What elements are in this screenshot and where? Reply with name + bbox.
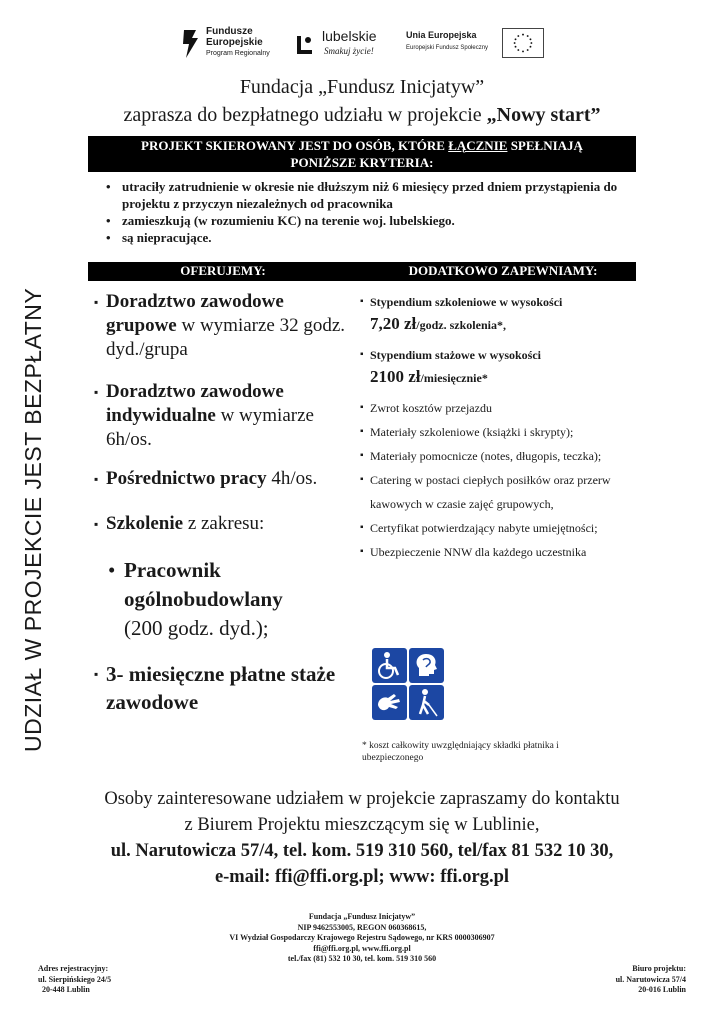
registration-address-city: 20-448 Lublin (42, 985, 90, 994)
lubelskie-mark-icon (292, 34, 316, 58)
lubelskie-slogan: Smakuj życie! (324, 46, 374, 56)
page-title: Fundacja „Fundusz Inicjatyw” (239, 76, 485, 98)
extra-item-internship-stipend: ▪ Stypendium stażowe w wysokości 2100 zł/miesięcznie* (360, 343, 660, 390)
logo-bar (180, 24, 550, 64)
footer-nip-regon: NIP 9462553005, REGON 060368615, (297, 922, 427, 932)
fe-line3: Program Regionalny (206, 50, 270, 57)
list-item: • utraciły zatrudnienie w okresie nie dłuższym niż 6 miesięcy przed dniem przystąpienia do projektu z przyczyn niezależnych od pracownika (104, 178, 624, 212)
project-name: „Nowy start” (486, 104, 601, 126)
subtitle-text: zaprasza do bezpłatnego udziału w projekcie (123, 104, 487, 126)
criteria-header-bar (88, 136, 636, 172)
page-subtitle (0, 104, 724, 127)
fe-line1: Fundusze (206, 26, 253, 37)
cost-footnote: * koszt całkowity uwzględniający składki płatnika i ubezpieczonego (362, 741, 559, 763)
lubelskie-name: lubelskie (322, 28, 377, 44)
registration-address-street: ul. Sierpińskiego 24/5 (38, 974, 112, 984)
project-office-city: 20-016 Lublin (638, 985, 686, 994)
footer-phone: tel./fax (81) 532 10 30, tel. kom. 519 310 560 (287, 954, 437, 963)
extras-column (360, 290, 660, 564)
ue-name: Unia Europejska (406, 30, 477, 40)
project-office-street: ul. Narutowicza 57/4 (615, 974, 686, 984)
criteria-list (104, 178, 624, 246)
offer-item-internship: ▪ 3- miesięczne płatne staże zawodowe (94, 660, 354, 716)
extra-item-travel: ▪ Zwrot kosztów przejazdu (360, 396, 660, 420)
vertical-free-participation-text: UDZIAŁ W PROJEKCIE JEST BEZPŁATNY (20, 287, 46, 752)
offer-item-individual-counseling: ▪ Doradztwo zawodowe indywidualne w wymiarze 6h/os. (94, 380, 354, 452)
contact-line2: z Biurem Projektu mieszczącym się w Lublinie, (184, 815, 540, 835)
extra-item-supplies: ▪ Materiały pomocnicze (notes, długopis, teczka); (360, 444, 660, 468)
fundusze-europejskie-mark-icon (180, 28, 202, 60)
accessibility-icons (372, 648, 444, 720)
offer-header: OFERUJEMY: (180, 263, 266, 278)
lubelskie-logo (292, 28, 387, 62)
criteria-header-line2: PONIŻSZE KRYTERIA: (290, 155, 434, 170)
wheelchair-icon (372, 648, 407, 683)
offer-item-job-placement: ▪ Pośrednictwo pracy 4h/os. (94, 467, 317, 491)
contact-block (0, 786, 724, 890)
eu-flag-icon (502, 28, 544, 58)
extra-item-training-stipend: ▪ Stypendium szkoleniowe w wysokości 7,20 zł/godz. szkolenia*, (360, 290, 660, 337)
blind-person-icon (409, 685, 444, 720)
offer-item-training: ▪ Szkolenie z zakresu: (94, 512, 264, 536)
fundusze-europejskie-logo (180, 26, 280, 62)
bullet-icon: • (108, 558, 116, 582)
offer-item-group-counseling: ▪ Doradztwo zawodowe grupowe w wymiarze 32 godz. dyd./grupa (94, 290, 354, 362)
project-office-title: Biuro projektu: (632, 964, 686, 973)
extra-item-certificate: ▪ Certyfikat potwierdzający nabyte umiejętności; (360, 516, 660, 540)
footer-org-name: Fundacja „Fundusz Inicjatyw” (308, 912, 416, 921)
head-profile-icon (409, 648, 444, 683)
contact-line1: Osoby zainteresowane udziałem w projekcie zapraszamy do kontaktu (104, 789, 620, 809)
extra-item-catering: ▪ Catering w postaci ciepłych posiłków oraz przerw kawowych w czasie zajęć grupowych, (360, 468, 660, 516)
training-name: Pracownik ogólnobudowlany (124, 558, 283, 611)
registration-address-title: Adres rejestracyjny: (38, 964, 109, 973)
list-item: • zamieszkują (w rozumieniu KC) na terenie woj. lubelskiego. (104, 212, 624, 229)
extra-item-materials: ▪ Materiały szkoleniowe (książki i skrypty); (360, 420, 660, 444)
criteria-header-line1: PROJEKT SKIEROWANY JEST DO OSÓB, KTÓRE ŁĄCZNIE SPEŁNIAJĄ (141, 138, 583, 153)
training-subitem (106, 556, 354, 643)
training-stipend-amount: 7,20 zł/godz. szkolenia*, (370, 314, 506, 333)
sign-language-icon (372, 685, 407, 720)
extra-item-insurance: ▪ Ubezpieczenie NNW dla każdego uczestnika (360, 540, 660, 564)
fe-line2: Europejskie (206, 37, 263, 48)
project-office-address (600, 964, 686, 996)
contact-email-www: e-mail: ffi@ffi.org.pl; www: ffi.org.pl (214, 867, 510, 887)
extras-header: DODATKOWO ZAPEWNIAMY: (408, 263, 598, 278)
footer-email-www: ffi@ffi.org.pl, www.ffi.org.pl (313, 943, 411, 953)
registration-address (38, 964, 111, 996)
columns-header-bar (88, 262, 636, 281)
footer-krs: VI Wydział Gospodarczy Krajowego Rejestru Sądowego, nr KRS 0000306907 (229, 933, 495, 942)
unia-europejska-logo (406, 28, 546, 62)
internship-stipend-amount: 2100 zł/miesięcznie* (370, 367, 488, 386)
contact-address: ul. Narutowicza 57/4, tel. kom. 519 310 560, tel/fax 81 532 10 30, (110, 841, 614, 861)
list-item: • są niepracujące. (104, 229, 624, 246)
training-hours: (200 godz. dyd.); (124, 616, 269, 640)
footer-org-info (0, 912, 724, 965)
ue-sub: Europejski Fundusz Społeczny (406, 45, 489, 51)
